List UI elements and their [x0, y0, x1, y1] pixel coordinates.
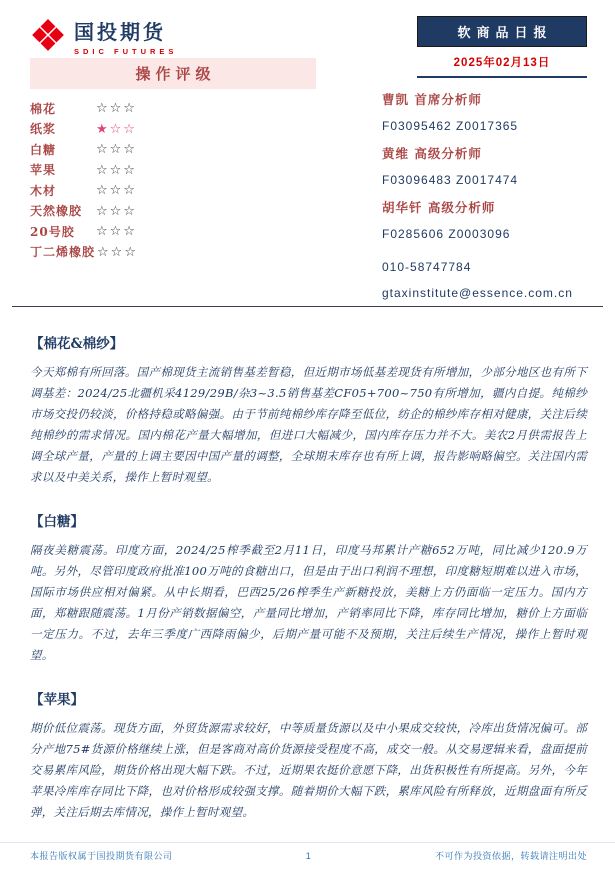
analyst-license-codes: F03095462 Z0017365	[382, 119, 519, 133]
info-panel	[30, 58, 587, 306]
commodity-name: 20号胶	[30, 224, 75, 239]
commodity-name: 天然橡胶	[30, 204, 83, 219]
rating-stars-icon: ☆☆☆	[96, 223, 137, 239]
rating-stars-icon: ☆☆☆	[97, 243, 138, 259]
header-divider	[12, 306, 603, 307]
section-title: 【棉花&棉纱】	[30, 336, 124, 352]
rating-row	[30, 201, 316, 222]
footer-copyright: 本报告版权属于国投期货有限公司	[30, 851, 173, 861]
rating-row	[30, 119, 316, 140]
analyst-license-codes: F0285606 Z0003096	[382, 227, 511, 241]
rating-row	[30, 221, 316, 242]
rating-row	[30, 242, 316, 263]
logo-text	[74, 16, 177, 56]
rating-stars-icon: ★☆☆	[96, 120, 137, 136]
section-body-text: 隔夜美糖震荡。印度方面，2024/25榨季截至2月11日，印度马邦累计产糖652万吨，同比减少120.9万吨。另外，尽管印度政府批准100万吨的食糖出口，但是由于出口利润不理想，印度糖短期难以进入市场，国际市场供应相对偏紧。从中长期看，巴西25/26榨季生产新糖投放，美糖上方仍面临一定压力。国内方面，郑糖跟随震荡。1月份产销数据偏空，产量同比增加，产销率同比下降，库存同比增加，糖价上方面临一定压力。不过，去年三季度广西降雨偏少，后期产量可能不及预期，关注后续生产情况，操作上暂时观望。	[30, 543, 587, 662]
commodity-name: 苹果	[30, 163, 57, 178]
contact-email: gtaxinstitute@essence.com.cn	[382, 286, 573, 300]
report-section	[30, 332, 587, 488]
section-body-text: 期价低位震荡。现货方面，外贸货源需求较好，中等质量货源以及中小果成交较快，冷库出货情况偏可。部分产地75#货源价格继续上涨，但是客商对高价货源接受程度不高，成交一般。从交易逻辑来看，盘面提前交易累库风险，期货价格出现大幅下跌。不过，近期果农挺价意愿下降，出货积极性有所提高。另外，今年苹果冷库库存同比下降，也对价格形成较强支撑。随着期价大幅下跌，累库风险有所释放，近期盘面有所反弹，关注后期去库情况，操作上暂时观望。	[30, 721, 587, 819]
rating-row	[30, 160, 316, 181]
rating-stars-icon: ☆☆☆	[96, 182, 137, 198]
analyst-name: 曹凯 首席分析师	[382, 92, 482, 107]
report-section	[30, 510, 587, 666]
commodity-name: 棉花	[30, 101, 57, 116]
ratings-title: 操作评级	[30, 58, 316, 89]
rating-stars-icon: ☆☆☆	[96, 100, 137, 116]
contact-phone: 010-58747784	[382, 260, 472, 274]
rating-row	[30, 180, 316, 201]
commodity-name: 木材	[30, 183, 57, 198]
company-logo	[30, 16, 177, 56]
company-name: 国投期货	[74, 20, 166, 44]
company-name-en: SDIC FUTURES	[74, 47, 178, 56]
contact-block	[382, 254, 587, 306]
rating-row	[30, 139, 316, 160]
report-date: 2025年02月13日	[417, 54, 587, 78]
report-footer	[0, 842, 615, 862]
report-section	[30, 688, 587, 823]
analyst-entry	[382, 194, 587, 248]
commodity-name: 丁二烯橡胶	[30, 245, 96, 260]
logo-diamond-icon	[30, 18, 66, 54]
rating-stars-icon: ☆☆☆	[96, 141, 137, 157]
report-body	[30, 318, 587, 845]
report-title: 软商品日报	[417, 16, 587, 47]
rating-stars-icon: ☆☆☆	[96, 202, 137, 218]
analyst-entry	[382, 86, 587, 140]
rating-row	[30, 98, 316, 119]
section-body-text: 今天郑棉有所回落。国产棉现货主流销售基差暂稳，但近期市场低基差现货有所增加，少部分地区也有所下调基差：2024/25北疆机采4129/29B/杂3~3.5销售基差CF05+700~750有所增加，疆内自提。纯棉纱市场交投仍较淡，价格持稳或略偏强。由于节前纯棉纱库存降至低位，纺企的棉纱库存相对健康，关注后续纯棉纱的需求情况。国内棉花产量大幅增加，但进口大幅减少，国内库存压力并不大。美农2月供需报告上调全球产量，产量的上调主要因中国产量的调整，全球期末库存也有所上调，报告影响略偏空。关注国内需求以及中美关系，操作上暂时观望。	[30, 365, 587, 484]
analyst-list	[382, 86, 587, 248]
commodity-name: 白糖	[30, 142, 57, 157]
footer-disclaimer: 不可作为投资依据，转载请注明出处	[434, 851, 587, 861]
analyst-name: 胡华钎 高级分析师	[382, 200, 496, 215]
ratings-panel	[30, 58, 316, 306]
analyst-name: 黄维 高级分析师	[382, 146, 482, 161]
ratings-list	[30, 98, 316, 262]
analyst-entry	[382, 140, 587, 194]
section-title: 【白糖】	[30, 514, 84, 530]
analysts-panel	[382, 58, 587, 306]
section-title: 【苹果】	[30, 692, 84, 708]
rating-stars-icon: ☆☆☆	[96, 161, 137, 177]
analyst-license-codes: F03096483 Z0017474	[382, 173, 519, 187]
page-number: 1	[305, 850, 312, 861]
commodity-name: 纸浆	[30, 122, 57, 137]
